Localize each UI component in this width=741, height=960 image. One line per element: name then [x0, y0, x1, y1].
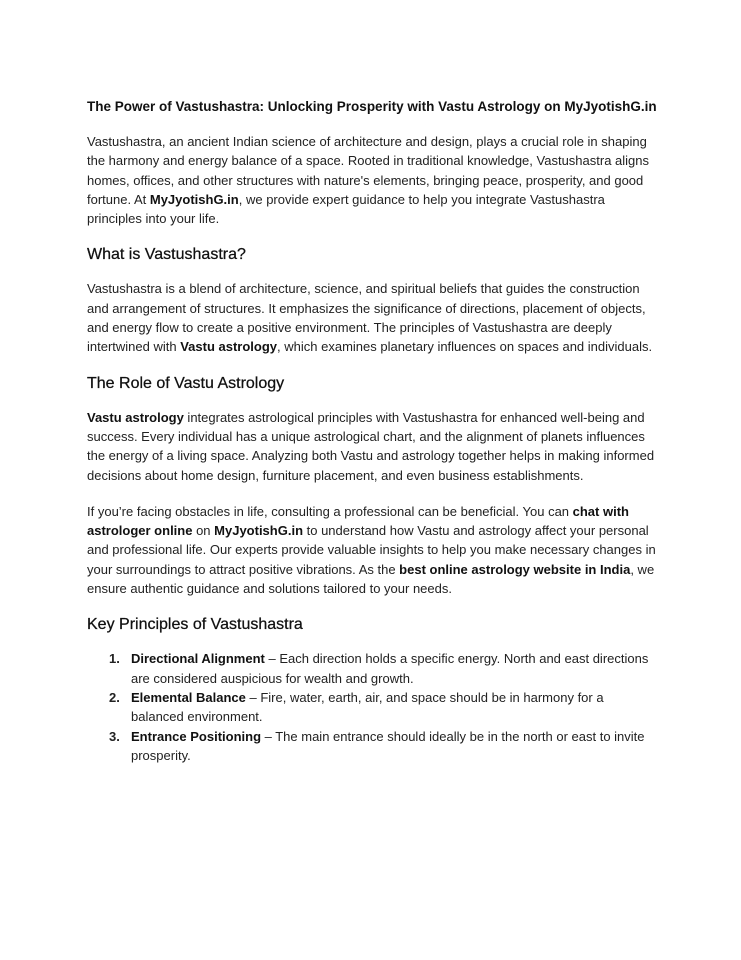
list-item-title: Elemental Balance	[131, 689, 246, 705]
heading-role-of-vastu-astrology: The Role of Vastu Astrology	[87, 374, 285, 392]
intro-text-1: Vastushastra, an ancient Indian science of architecture and design, plays a crucial role in shaping the harmony and energy balance of a space. Rooted in traditional knowledge, Vastushastra aligns homes, offices, and other structures with nature's elements, bringing peace, prosperity, and good fortune. At	[87, 134, 650, 207]
list-item-text: – Fire, water, earth, air, and space should be in harmony for a balanced environment.	[131, 689, 604, 725]
role-paragraph-2	[87, 502, 657, 598]
list-item-title: Entrance Positioning	[131, 728, 262, 744]
heading-key-principles: Key Principles of Vastushastra	[87, 616, 303, 634]
role2-text-1: If you’re facing obstacles in life, consulting a professional can be beneficial. You can	[87, 503, 573, 519]
vastu-astrology-bold: Vastu astrology	[180, 339, 278, 355]
role-paragraph-1	[87, 408, 657, 485]
role-text-1: integrates astrological principles with Vastushastra for enhanced well-being and success. Every individual has a unique astrological chart, and the alignment of planets influences the energy of a living space. Analyzing both Vastu and astrology together helps in making informed decisions about home design, furniture placement, and even business establishments.	[87, 409, 655, 483]
best-website-bold: best online astrology website in India	[399, 561, 631, 577]
list-item-text: – Each direction holds a specific energy. North and east directions are considered auspicious for wealth and growth.	[131, 651, 649, 686]
role2-text-2: on	[192, 523, 215, 539]
intro-paragraph	[87, 132, 657, 228]
heading-what-is-vastushastra: What is Vastushastra?	[87, 246, 246, 264]
site-name-bold: MyJyotishG.in	[149, 191, 239, 207]
document-title: The Power of Vastushastra: Unlocking Prosperity with Vastu Astrology on MyJyotishG.in	[87, 99, 657, 114]
list-number: 2.	[109, 689, 120, 705]
site-name-bold-2: MyJyotishG.in	[214, 523, 304, 539]
list-item	[87, 688, 657, 727]
what-is-text-2: , which examines planetary influences on spaces and individuals.	[277, 339, 653, 355]
what-is-text-1: Vastushastra is a blend of architecture, science, and spiritual beliefs that guides the construction and arrangement of structures. It emphasizes the significance of directions, placement of objects, and energy flow to create a positive environment. The principles of Vastushastra are deeply intertwined with	[87, 281, 646, 355]
what-is-paragraph	[87, 279, 657, 356]
document-page	[87, 97, 657, 765]
intro-text-2: , we provide expert guidance to help you integrate Vastushastra principles into your life.	[87, 191, 605, 227]
list-item-title: Directional Alignment	[131, 651, 265, 667]
list-item	[87, 727, 657, 766]
principles-list	[87, 649, 657, 765]
list-item	[87, 649, 657, 688]
list-number: 1.	[109, 651, 120, 667]
list-number: 3.	[109, 728, 120, 744]
list-item-text: – The main entrance should ideally be in the north or east to invite prosperity.	[131, 728, 645, 763]
role2-text-4: , we ensure authentic guidance and solutions tailored to your needs.	[87, 561, 655, 597]
chat-astrologer-bold: chat with astrologer online	[87, 503, 629, 539]
vastu-astrology-bold-2: Vastu astrology	[87, 409, 184, 425]
role2-text-3: to understand how Vastu and astrology affect your personal and professional life. Our experts provide valuable insights to help you make necessary changes in your surroundings to attract positive vibrations. As the	[87, 523, 656, 577]
